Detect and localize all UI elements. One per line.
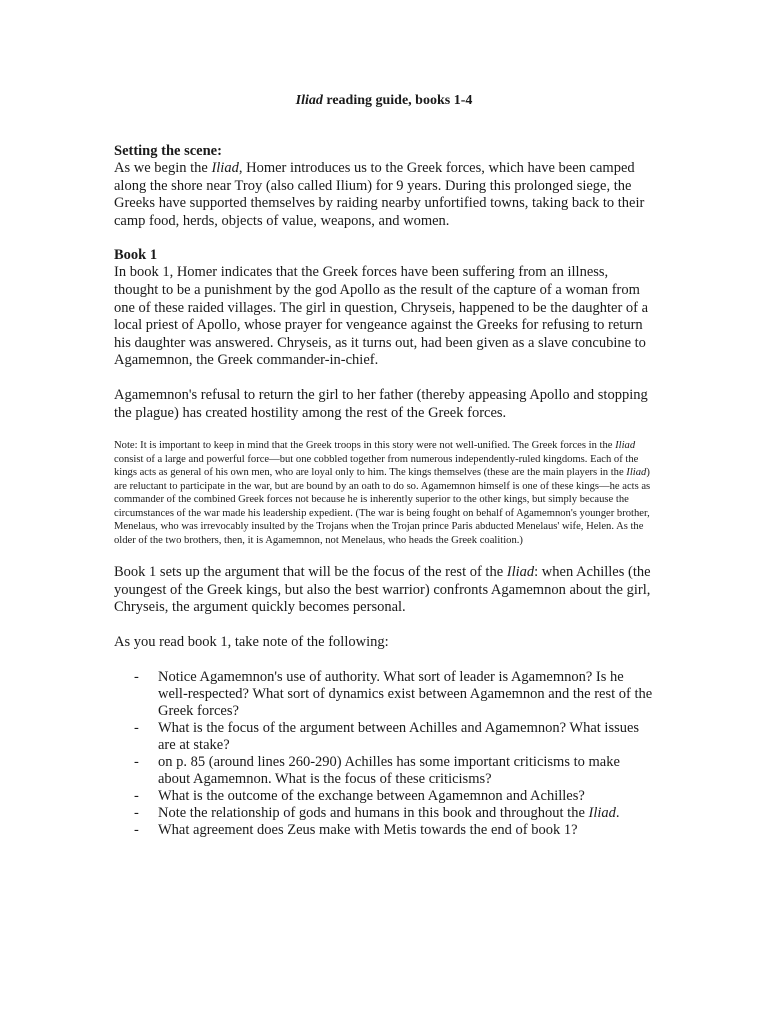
- book1-paragraph-3: [114, 564, 654, 617]
- book1-note: [114, 439, 654, 547]
- setting-text-a: As we begin the: [114, 160, 212, 176]
- list-item-text: on p. 85 (around lines 260-290) Achilles has some important criticisms to make about Agamemnon. What is the focus of these criticisms?: [158, 753, 620, 787]
- note-italic-1: Iliad: [615, 440, 636, 452]
- setting-heading: Setting the scene:: [114, 143, 222, 159]
- list-item: [114, 822, 654, 839]
- book1-paragraph-1: In book 1, Homer indicates that the Greek forces have been suffering from an illness, thought to be a punishment by the god Apollo as the result of the capture of a woman from one of these raided villages. The girl in question, Chryseis, happened to be the daughter of a local priest of Apollo, whose prayer for vengeance against the Greeks for refusing to return his daughter was answered. Chryseis, as it turns out, had been given as a slave concubine to Agamemnon, the Greek commander-in-chief.: [114, 264, 649, 369]
- list-item-text: Note the relationship of gods and humans in this book and throughout the: [158, 804, 589, 821]
- document-title: [114, 93, 654, 109]
- note-text-c: ) are reluctant to participate in the war, but are bound by an oath to do so. Agamemnon himself is one of these kings—he acts as commander of the combined Greek forces not because he is inherently superior to the other kings, but simply because the circumstances of the war made his leadership expedient. (The war is being fought on behalf of Agamemnon's younger brother, Menelaus, who was irrevocably insulted by the Trojans when the Trojan prince Paris abducted Menelaus' wife, Helen. As the older of the two brothers, then, it is Agamemnon, not Menelaus, who heads the Greek coalition.): [114, 467, 651, 546]
- dash-bullet: -: [134, 821, 139, 838]
- list-item-text: What is the outcome of the exchange between Agamemnon and Achilles?: [158, 787, 585, 804]
- dash-bullet: -: [134, 668, 139, 685]
- p3-text-a: Book 1 sets up the argument that will be the focus of the rest of the: [114, 564, 507, 581]
- document-page: [114, 93, 654, 839]
- title-italic: Iliad: [295, 93, 323, 108]
- dash-bullet: -: [134, 753, 139, 770]
- list-item-italic: Iliad: [588, 804, 616, 821]
- list-item: [114, 669, 654, 720]
- note-text-a: Note: It is important to keep in mind that the Greek troops in this story were not well-unified. The Greek forces in the: [114, 440, 616, 452]
- p3-italic: Iliad: [506, 564, 535, 581]
- setting-italic: Iliad: [211, 160, 239, 176]
- book1-questions-list: [114, 669, 654, 839]
- book1-heading: Book 1: [114, 247, 158, 264]
- list-item: [114, 805, 654, 822]
- dash-bullet: -: [134, 804, 139, 821]
- setting-paragraph: [114, 160, 654, 230]
- p3-text-b: : when Achilles (the youngest of the Greek kings, but also the best warrior) confronts Agamemnon about the girl, Chryseis, the argument quickly becomes personal.: [114, 564, 651, 616]
- note-text-b: consist of a large and powerful force—but one cobbled together from numerous independently-ruled kingdoms. Each of the kings acts as general of his own men, who are loyal only to him. The kings themselves (these are the main players in the: [114, 453, 639, 479]
- title-rest: reading guide, books 1-4: [322, 93, 473, 108]
- book1-paragraph-4: As you read book 1, take note of the following:: [114, 633, 389, 650]
- list-item-text: What is the focus of the argument between Achilles and Agamemnon? What issues are at stake?: [158, 719, 640, 753]
- list-item-text: Notice Agamemnon's use of authority. What sort of leader is Agamemnon? Is he well-respected? What sort of dynamics exist between Agamemnon and the rest of the Greek forces?: [158, 668, 653, 719]
- list-item: [114, 788, 654, 805]
- list-item: [114, 720, 654, 754]
- dash-bullet: -: [134, 719, 139, 736]
- dash-bullet: -: [134, 787, 139, 804]
- list-item: [114, 754, 654, 788]
- list-item-text: What agreement does Zeus make with Metis towards the end of book 1?: [158, 821, 578, 838]
- setting-text-b: , Homer introduces us to the Greek forces, which have been camped along the shore near Troy (also called Ilium) for 9 years. During this prolonged siege, the Greeks have supported themselves by raiding nearby unfortified towns, taking back to their camp food, herds, objects of value, weapons, and women.: [114, 160, 645, 229]
- book1-paragraph-2: Agamemnon's refusal to return the girl to her father (thereby appeasing Apollo and stopping the plague) has created hostility among the rest of the Greek forces.: [114, 386, 648, 421]
- note-italic-2: Iliad: [626, 467, 647, 479]
- list-item-end: .: [615, 804, 620, 821]
